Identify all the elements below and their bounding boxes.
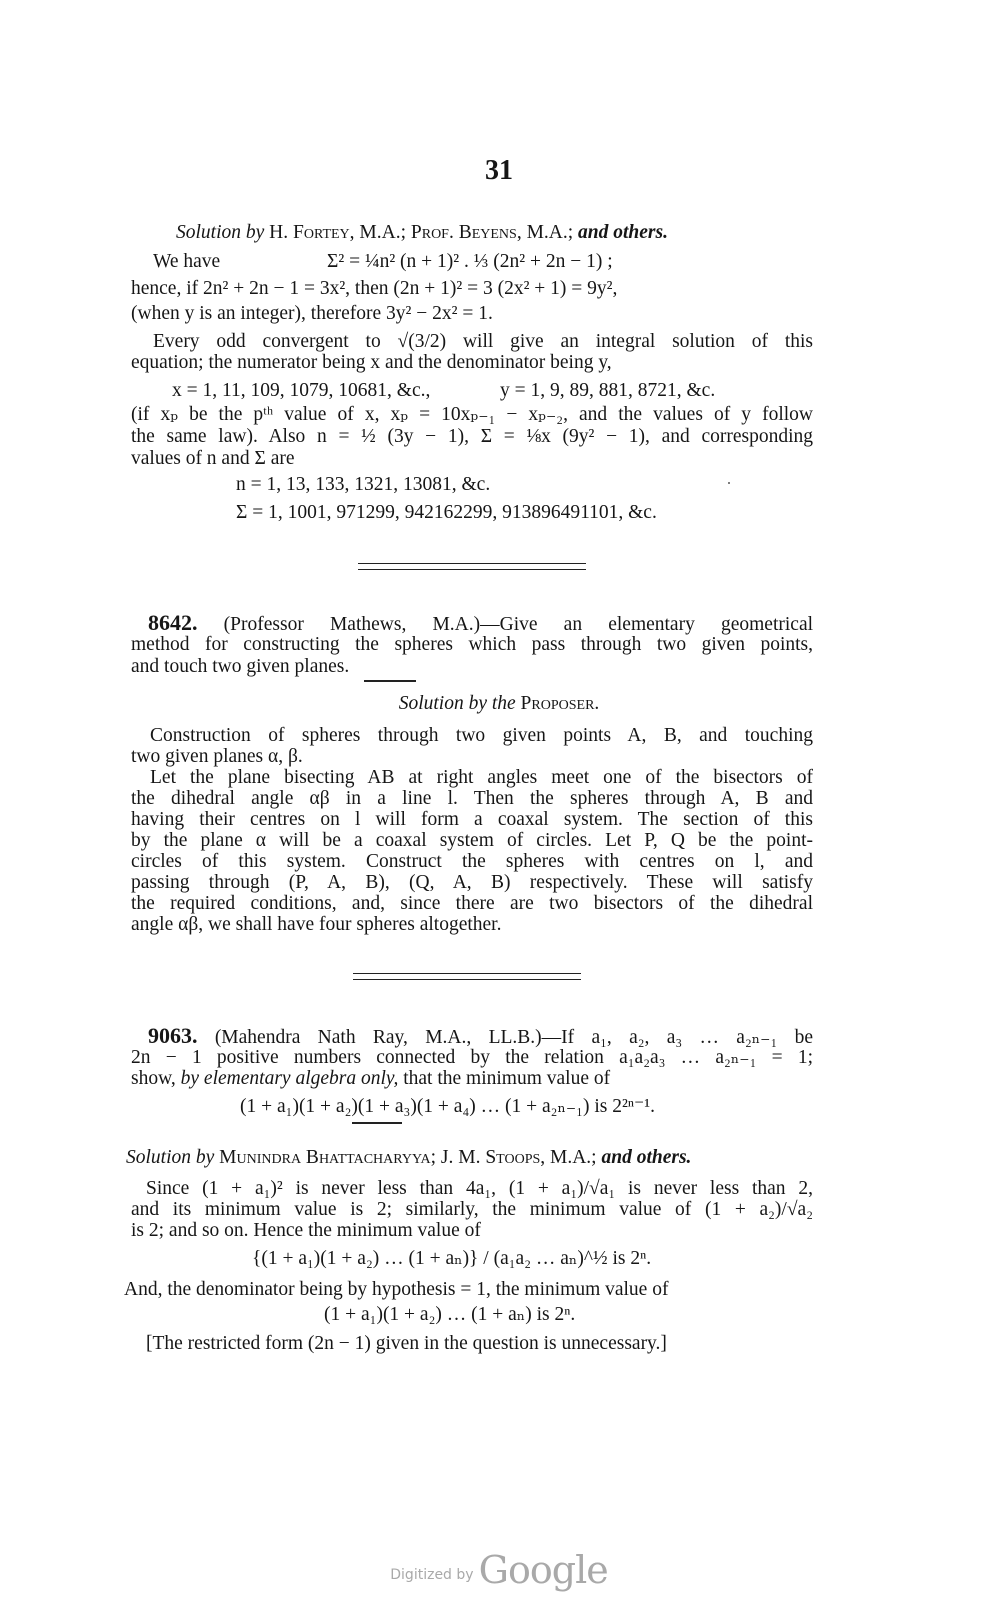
line3-pre: show, [131, 1068, 176, 1089]
problem-9063-line3 [131, 1068, 610, 1090]
problem-8642-line1 [148, 612, 813, 636]
body-line: angle αβ, we shall have four spheres altogether. [131, 914, 502, 935]
short-divider [352, 1122, 402, 1124]
body-line: by the plane α will be a coaxal system of circles. Let P, Q be the point- [131, 830, 813, 851]
paragraph-line: Every odd convergent to √(3/2) will give an integral solution of this [153, 331, 813, 352]
byline-prefix: Solution by [176, 222, 265, 243]
line3-italic: by elementary algebra only, [180, 1068, 399, 1089]
x-values: x = 1, 11, 109, 1079, 10681, &c., [172, 380, 431, 401]
page-number: 31 [485, 155, 513, 186]
we-have-label: We have [153, 251, 221, 272]
body-line: Construction of spheres through two given points A, B, and touching [150, 725, 813, 746]
body-line: the required conditions, and, since there are two bisectors of the dihedral [131, 893, 813, 914]
digitized-by-google-watermark [0, 1548, 998, 1592]
digitized-by-label: Digitized by [390, 1567, 474, 1583]
byline-prefix: Solution by [126, 1147, 215, 1168]
n-values: n = 1, 13, 133, 1321, 13081, &c. [236, 474, 491, 495]
line3-post: that the minimum value of [403, 1068, 611, 1089]
paragraph-line: (if xₚ be the pᵗʰ value of x, xₚ = 10xₚ₋₁ − xₚ₋₂, and the values of y follow [131, 404, 813, 425]
byline-authors: H. Fortey, M.A.; Prof. Beyens, M.A.; [269, 222, 574, 243]
google-logo: Google [478, 1548, 608, 1592]
body-line: and its minimum value is 2; similarly, the minimum value of (1 + a₂)/√a₂ [131, 1199, 813, 1220]
section-divider [358, 563, 586, 570]
problem-8642-line3: and touch two given planes. [131, 656, 350, 677]
short-divider [364, 680, 416, 682]
sigma-values: Σ = 1, 1001, 971299, 942162299, 913896491101, &c. [236, 502, 657, 523]
byline-authors: Munindra Bhattacharyya; J. M. Stoops, M.A.; [219, 1147, 597, 1168]
problem-9063-formula: (1 + a₁)(1 + a₂)(1 + a₃)(1 + a₄) … (1 + a₂ₙ₋₁) is 2²ⁿ⁻¹. [240, 1096, 655, 1117]
paragraph-line: equation; the numerator being x and the denominator being y, [131, 352, 612, 373]
solution-heading-name: Proposer. [520, 693, 600, 714]
body-line: two given planes α, β. [131, 746, 303, 767]
problem-number: 8642. [148, 610, 198, 635]
body-line: is 2; and so on. Hence the minimum value of [131, 1220, 481, 1241]
sigma-squared-equation: Σ² = ¼n² (n + 1)² . ⅓ (2n² + 2n − 1) ; [327, 251, 613, 272]
body-line: circles of this system. Construct the spheres with centres on l, and [131, 851, 813, 872]
body-line: Let the plane bisecting AB at right angles meet one of the bisectors of [150, 767, 813, 788]
problem-text: (Mahendra Nath Ray, M.A., LL.B.)—If a₁, a₂, a₃ … a₂ₙ₋₁ be [214, 1027, 813, 1048]
paragraph-line: the same law). Also n = ½ (3y − 1), Σ = ⅛x (9y² − 1), and corresponding [131, 426, 813, 447]
problem-9063-line1 [148, 1025, 813, 1049]
paragraph-line: values of n and Σ are [131, 448, 295, 469]
body-line: And, the denominator being by hypothesis = 1, the minimum value of [124, 1279, 669, 1300]
solution-heading [0, 693, 998, 715]
problem-8642-line2: method for constructing the spheres which pass through two given points, [131, 634, 813, 655]
solution-byline [126, 1147, 691, 1169]
formula-min-ratio: {(1 + a₁)(1 + a₂) … (1 + aₙ)} / (a₁a₂ … aₙ)^½ is 2ⁿ. [252, 1248, 652, 1269]
formula-min-product: (1 + a₁)(1 + a₂) … (1 + aₙ) is 2ⁿ. [324, 1304, 576, 1325]
y-values: y = 1, 9, 89, 881, 8721, &c. [500, 380, 716, 401]
solution-byline [176, 222, 668, 244]
body-line: the dihedral angle αβ in a line l. Then the spheres through A, B and [131, 788, 813, 809]
section-divider [353, 973, 581, 980]
body-line: having their centres on l will form a coaxal system. The section of this [131, 809, 813, 830]
ink-speck [728, 482, 730, 484]
byline-suffix: and others. [601, 1147, 692, 1168]
problem-text: (Professor Mathews, M.A.)—Give an elementary geometrical [223, 614, 814, 635]
equation-line-2: hence, if 2n² + 2n − 1 = 3x², then (2n + 1)² = 3 (2x² + 1) = 9y², [131, 278, 618, 299]
equation-line-3: (when y is an integer), therefore 3y² − 2x² = 1. [131, 303, 493, 324]
body-line: passing through (P, A, B), (Q, A, B) respectively. These will satisfy [131, 872, 813, 893]
problem-9063-line2: 2n − 1 positive numbers connected by the relation a₁a₂a₃ … a₂ₙ₋₁ = 1; [131, 1047, 813, 1068]
editor-note: [The restricted form (2n − 1) given in the question is unnecessary.] [146, 1333, 667, 1354]
problem-number: 9063. [148, 1023, 198, 1048]
body-line: Since (1 + a₁)² is never less than 4a₁, (1 + a₁)/√a₁ is never less than 2, [146, 1178, 813, 1199]
solution-heading-prefix: Solution by the [398, 693, 516, 714]
byline-suffix: and others. [578, 222, 668, 243]
